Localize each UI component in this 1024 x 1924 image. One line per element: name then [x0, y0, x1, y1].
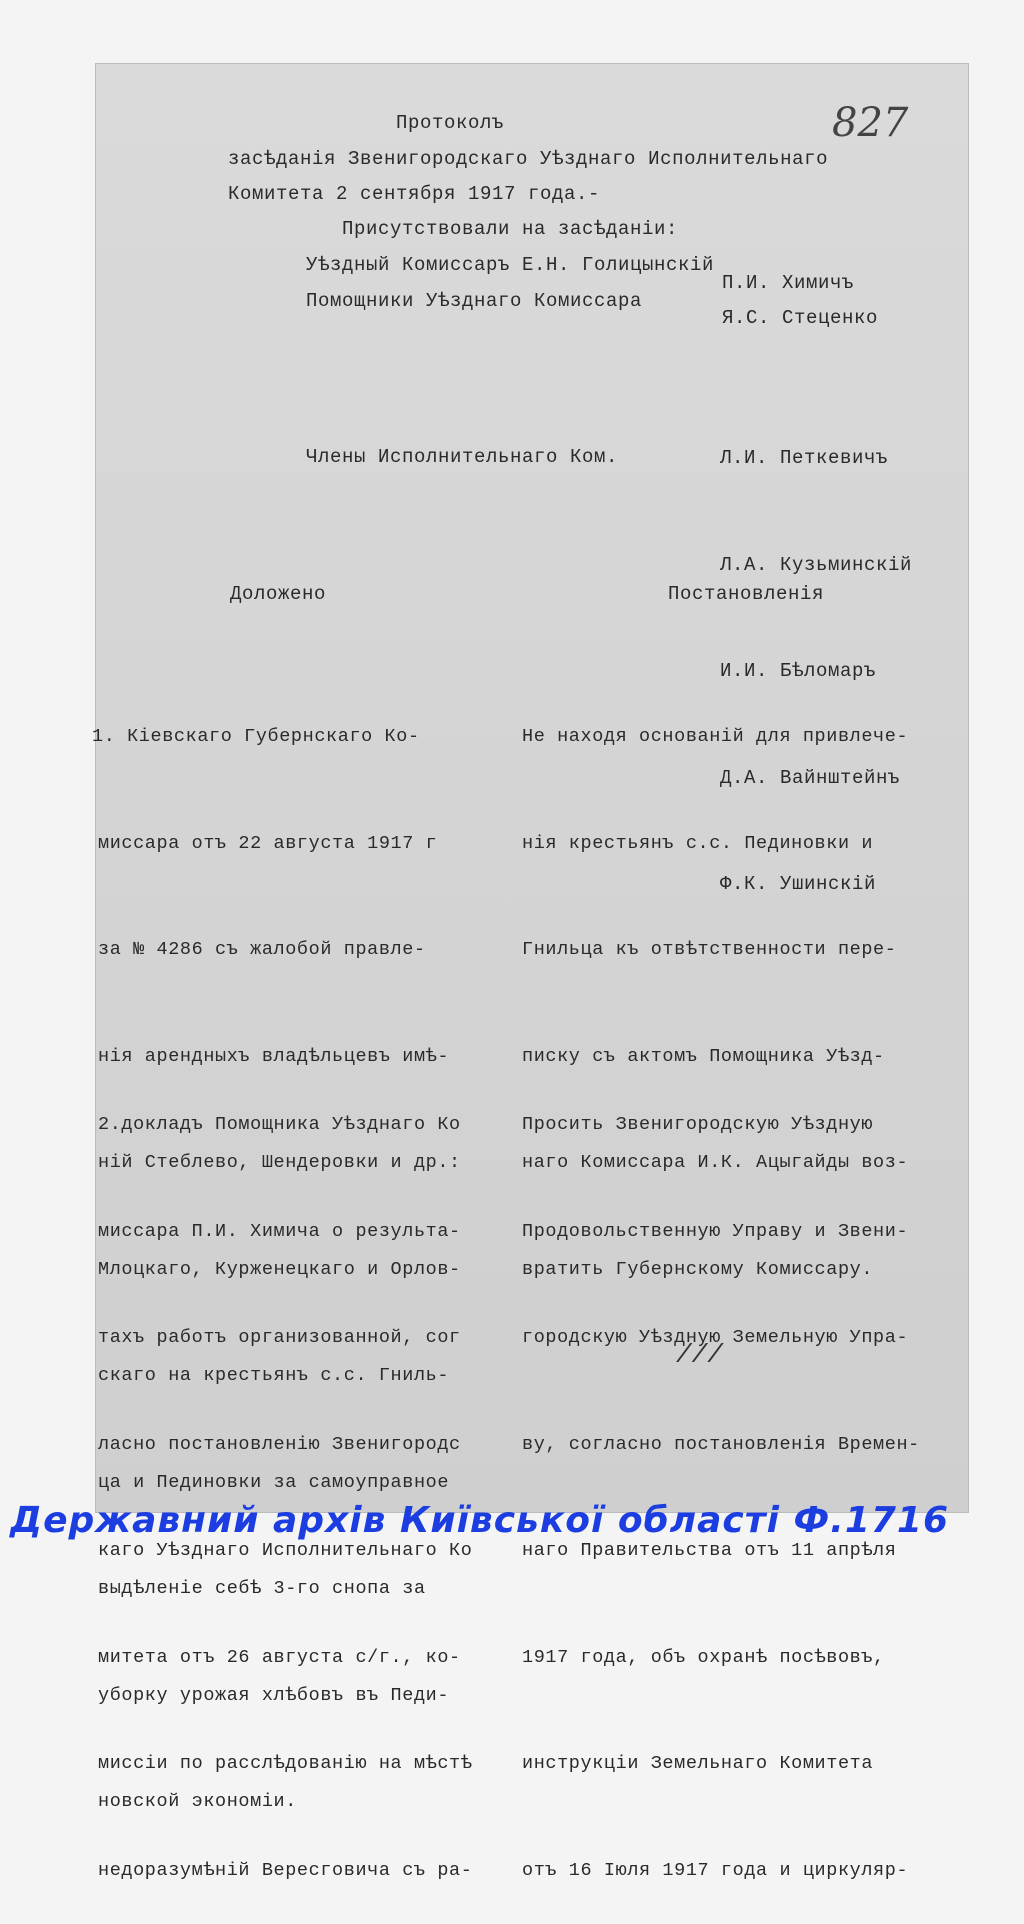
text-line: ній Стеблево, Шендеровки и др.:	[98, 1152, 461, 1173]
member: Ф.К. Ушинскій	[720, 873, 877, 895]
member: Л.И. Петкевичъ	[720, 447, 889, 469]
assistants-label: Помощники Уѣзднаго Комиссара	[306, 290, 643, 312]
title-line-1: засѣданія Звенигородскаго Уѣзднаго Исполнительнаго	[228, 148, 829, 170]
text-line: Просить Звенигородскую Уѣздную	[522, 1114, 874, 1135]
item-2-reported	[98, 1036, 472, 1924]
text-line: городскую Уѣздную Земельную Упра-	[522, 1327, 909, 1348]
assistant: Я.С. Стеценко	[722, 307, 879, 329]
commissar: Уѣздный Комиссаръ Е.Н. Голицынскій	[306, 254, 715, 276]
text-line: тахъ работъ организованной, сог	[98, 1327, 461, 1348]
page-mark: ///	[676, 1340, 723, 1370]
text-line: выдѣленіе себѣ 3-го снопа за	[98, 1578, 426, 1599]
archive-caption: Державний архів Київської області Ф.1716	[10, 1500, 950, 1541]
text-line: отъ 16 Іюля 1917 года и циркуляр-	[522, 1859, 909, 1881]
text-line: Не находя основаній для привлече-	[522, 726, 909, 747]
text-line: ца и Пединовки за самоуправное	[98, 1471, 450, 1493]
text-line: митета отъ 26 августа с/г., ко-	[98, 1646, 461, 1668]
column-heading-resolutions: Постановленія	[668, 583, 825, 605]
assistant: П.И. Химичъ	[722, 272, 855, 294]
text-line: нія крестьянъ с.с. Пединовки и	[522, 832, 874, 854]
text-line: Гнильца къ отвѣтственности пере-	[522, 939, 897, 960]
text-line: уборку урожая хлѣбовъ въ Педи-	[98, 1684, 450, 1706]
text-line: ву, согласно постановленія Времен-	[522, 1433, 920, 1455]
column-heading-reported: Доложено	[230, 583, 327, 605]
text-line: писку съ актомъ Помощника Уѣзд-	[522, 1045, 885, 1067]
text-line: нія арендныхъ владѣльцевъ имѣ-	[98, 1045, 450, 1067]
member: Л.А. Кузьминскій	[720, 553, 913, 576]
text-line: каго Уѣзднаго Исполнительнаго Ко	[98, 1540, 473, 1561]
text-line: недоразумѣній Вересговича съ ра-	[98, 1859, 473, 1881]
item-2-resolution	[522, 1036, 920, 1924]
text-line: миссіи по расслѣдованію на мѣстѣ	[98, 1753, 473, 1774]
present-heading: Присутствовали на засѣданіи:	[342, 218, 679, 240]
text-line: Млоцкаго, Курженецкаго и Орлов-	[98, 1258, 461, 1280]
text-line: ласно постановленію Звенигородс	[98, 1433, 461, 1455]
document-title: Протоколъ	[396, 112, 505, 134]
text-line: миссара отъ 22 августа 1917 г	[98, 832, 438, 854]
text-line: наго Комиссара И.К. Ацыгайды воз-	[522, 1152, 909, 1173]
text-line: наго Правительства отъ 11 апрѣля	[522, 1540, 897, 1561]
text-line: новской экономіи.	[98, 1791, 297, 1812]
members-label: Члены Исполнительнаго Ком.	[306, 446, 619, 468]
text-line: миссара П.И. Химича о результа-	[98, 1220, 461, 1242]
member: Д.А. Вайнштейнъ	[720, 766, 901, 789]
text-line: Продовольственную Управу и Звени-	[522, 1220, 909, 1242]
text-line: 2.докладъ Помощника Уѣзднаго Ко	[98, 1114, 461, 1135]
text-line: 1917 года, объ охранѣ посѣвовъ,	[522, 1646, 885, 1668]
text-line: вратить Губернскому Комиссару.	[522, 1258, 874, 1280]
member: И.И. Бѣломаръ	[720, 660, 877, 682]
text-line: за № 4286 съ жалобой правле-	[98, 939, 426, 960]
folio-number: 827	[832, 100, 909, 146]
text-line: 1. Кіевскаго Губернскаго Ко-	[92, 726, 420, 747]
title-line-2: Комитета 2 сентября 1917 года.-	[228, 183, 601, 205]
text-line: инструкціи Земельнаго Комитета	[522, 1753, 874, 1774]
text-line: скаго на крестьянъ с.с. Гниль-	[98, 1365, 450, 1386]
